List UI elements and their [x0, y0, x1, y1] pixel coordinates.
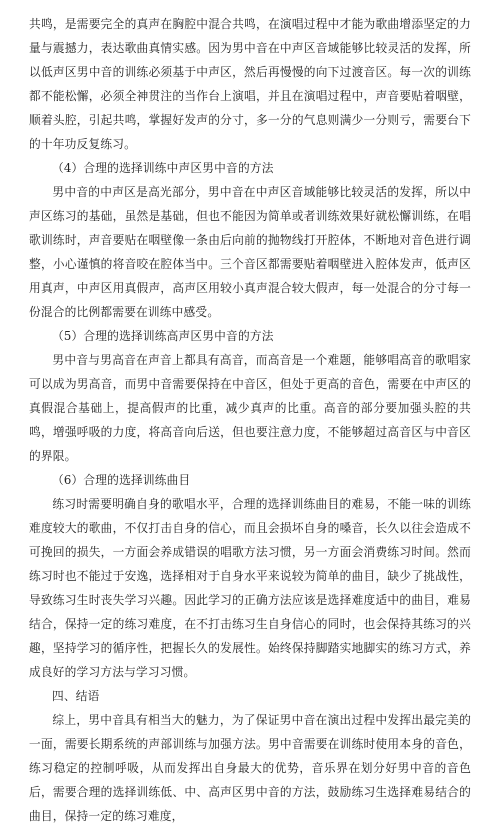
section-heading-5: （5）合理的选择训练高声区男中音的方法: [52, 329, 274, 343]
section-heading-conclusion: 四、结语: [52, 689, 100, 703]
paragraph-body-5: 男中音与男高音在声音上都具有高音，而高音是一个难题，能够唱高音的歌唱家可以成为男高音，而男中音需要保持在中音区，但处于更高的音色，需要在中声区的真假混合基础上，提高假声的比重，减少真声的比重。高音的部分要加强头腔的共鸣，增强呼吸的力度，将高音向后送，但也要注意力度，不能够超过高音区与中音区的界限。: [29, 353, 471, 463]
paragraph-body-4: 男中音的中声区是高光部分，男中音在中声区音域能够比较灵活的发挥，所以中声区练习的基础，虽然是基础，但也不能因为简单或者训练效果好就松懈训练，在唱歌训练时，声音要贴在咽壁像一条由后向前的抛物线打开腔体，不断地对音色进行调整，小心谨慎的将音咬在腔体当中。三个音区都需要贴着咽壁进入腔体发声，低声区用真声，中声区用真假声，高声区用较小真声混合较大假声，每一处混合的分寸每一份混合的比例都需要在训练中感受。: [29, 185, 471, 319]
section-heading-4: （4）合理的选择训练中声区男中音的方法: [52, 161, 274, 175]
paragraph-body-conclusion: 综上，男中音具有相当大的魅力，为了保证男中音在演出过程中发挥出最完美的一面，需要长期系统的声部训练与加强方法。男中音需要在训练时使用本身的音色，练习稳定的控制呼吸，从而发挥出自身最大的优势，音乐界在划分好男中音的音色后，需要合理的选择训练低、中、高声区男中音的方法，鼓励练习生选择难易结合的曲目，保持一定的练习难度，: [29, 713, 471, 823]
paragraph-body-0: 共鸣，是需要完全的真声在胸腔中混合共鸣，在演唱过程中才能为歌曲增添坚定的力量与震撼力，表达歌曲真情实感。因为男中音在中声区音域能够比较灵活的发挥，所以低声区男中音的训练必须基于中声区，然后再慢慢的向下过渡音区。每一次的训练都不能松懈，必须全神贯注的当作台上演唱，并且在演唱过程中，声音要贴着咽壁，顺着头腔，引起共鸣，掌握好发声的分寸，多一分的气息则满少一分则亏，需要台下的十年功反复练习。: [29, 17, 471, 151]
section-heading-6: （6）合理的选择训练曲目: [52, 473, 191, 487]
paragraph-body-6: 练习时需要明确自身的歌唱水平，合理的选择训练曲目的难易，不能一味的训练难度较大的歌曲，不仅打击自身的信心，而且会损坏自身的嗓音，长久以往会造成不可挽回的损失，一方面会养成错误的唱歌方法习惯，另一方面会消费练习时间。然而练习时也不能过于安逸，选择相对于自身水平来说较为简单的曲目，缺少了挑战性，导致练习生时丧失学习兴趣。因此学习的正确方法应该是选择难度适中的曲目，难易结合，保持一定的练习难度，在不打击练习生自身信心的同时，也会保持其练习的兴趣，坚持学习的循序性，把握长久的发展性。始终保持脚踏实地脚实的练习方式，养成良好的学习方法与学习习惯。: [29, 497, 471, 679]
